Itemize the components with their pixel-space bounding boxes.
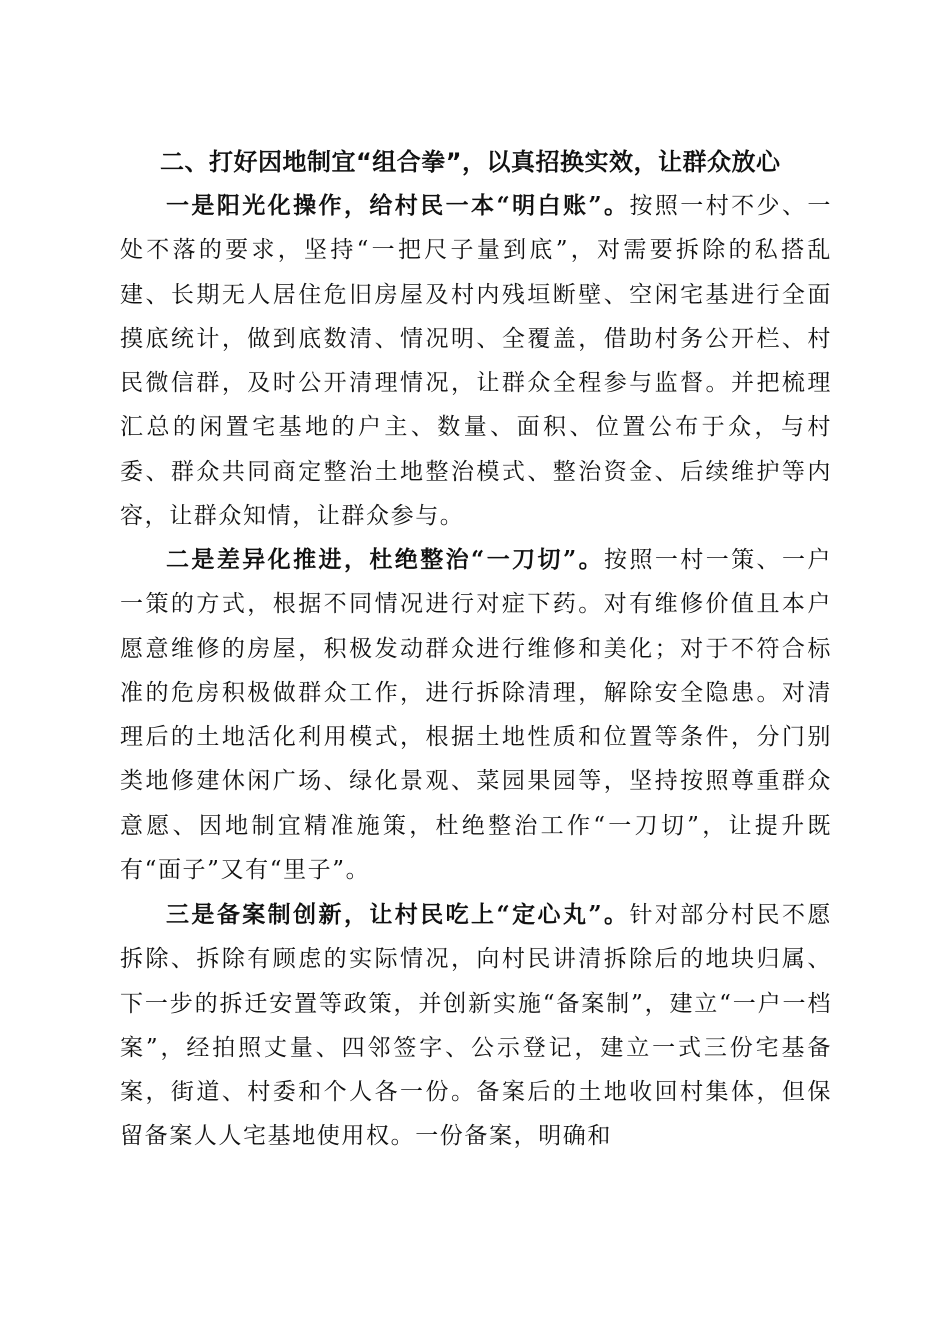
paragraph-3-lead: 三是备案制创新，让村民吃上“定心丸”。 xyxy=(166,901,630,928)
paragraph-1 xyxy=(120,184,832,538)
paragraph-2-lead: 二是差异化推进，杜绝整治“一刀切”。 xyxy=(166,546,605,573)
paragraph-2-body: 按照一村一策、一户一策的方式，根据不同情况进行对症下药。对有维修价值且本户愿意维修的房屋，积极发动群众进行维修和美化；对于不符合标准的危房积极做群众工作，进行拆除清理，解除安全隐患。对清理后的土地活化利用模式，根据土地性质和位置等条件，分门别类地修建休闲广场、绿化景观、菜园果园等，坚持按照尊重群众意愿、因地制宜精准施策，杜绝整治工作“一刀切”，让提升既有“面子”又有“里子”。 xyxy=(120,547,832,884)
paragraph-1-body: 按照一村不少、一处不落的要求，坚持“一把尺子量到底”，对需要拆除的私搭乱建、长期无人居住危旧房屋及村内残垣断壁、空闲宅基进行全面摸底统计，做到底数清、情况明、全覆盖，借助村务公开栏、村民微信群，及时公开清理情况，让群众全程参与监督。并把梳理汇总的闲置宅基地的户主、数量、面积、位置公布于众，与村委、群众共同商定整治土地整治模式、整治资金、后续维护等内容，让群众知情，让群众参与。 xyxy=(120,193,832,530)
paragraph-3 xyxy=(120,893,832,1159)
paragraph-2 xyxy=(120,538,832,892)
paragraph-1-lead: 一是阳光化操作，给村民一本“明白账”。 xyxy=(166,192,630,219)
paragraph-3-body: 针对部分村民不愿拆除、拆除有顾虑的实际情况，向村民讲清拆除后的地块归属、下一步的拆迁安置等政策，并创新实施“备案制”，建立“一户一档案”，经拍照丈量、四邻签字、公示登记，建立一式三份宅基备案，街道、村委和个人各一份。备案后的土地收回村集体，但保留备案人人宅基地使用权。一份备案，明确和 xyxy=(120,902,832,1150)
section-heading: 二、打好因地制宜“组合拳”，以真招换实效，让群众放心 xyxy=(160,148,781,176)
